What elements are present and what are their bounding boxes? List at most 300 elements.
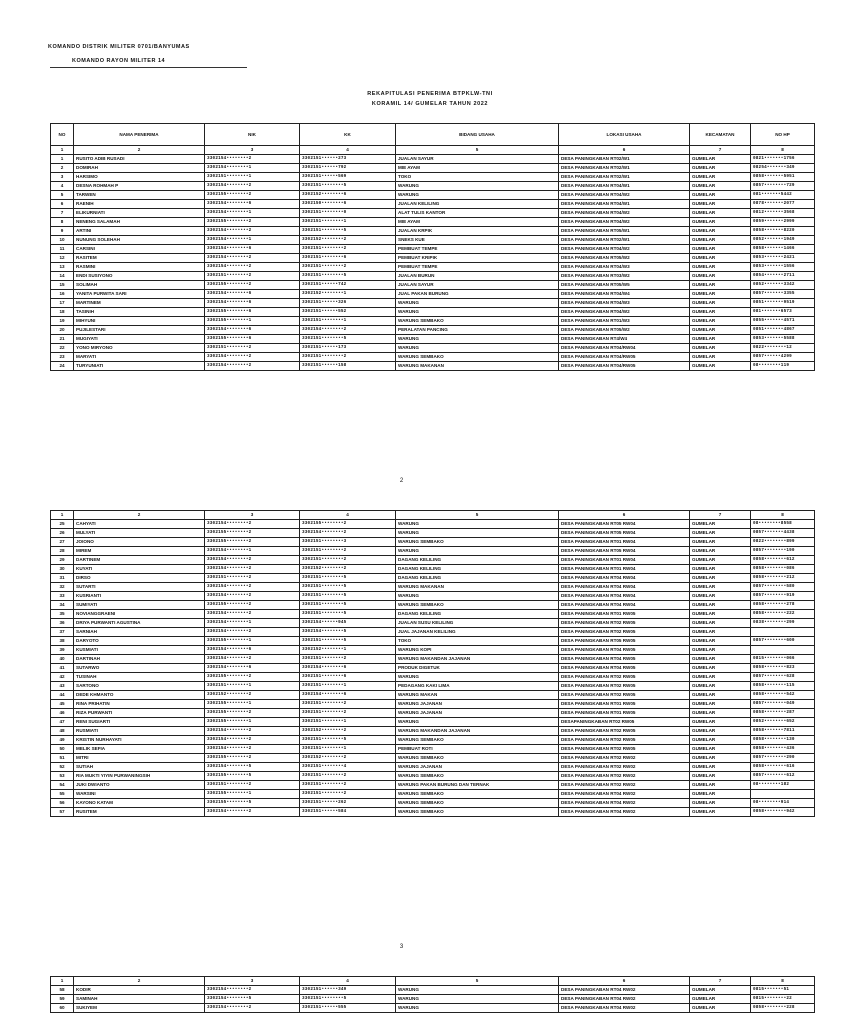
cell-bidang: WARUNG [396,191,559,200]
cell-nama: MIHYUNI [74,317,205,326]
cell-bidang: WARUNG JAJANAN [396,709,559,718]
cell-nohp: 0858•••••••7811 [751,727,815,736]
header-kk: KK [300,124,396,146]
cell-nama: KUYATI [74,565,205,574]
cell-nama: RUSMIATI [74,727,205,736]
cell-kk: 3302151••••••••4 [300,763,396,772]
cell-nohp: 0858••••••••278 [751,601,815,610]
cell-nik: 3302154••••••••2 [205,263,300,272]
cell-nohp [751,646,815,655]
cell-nik: 3302151••••••••1 [205,682,300,691]
cell-bidang: WARUNG [396,529,559,538]
cell-nama: MIREM [74,547,205,556]
cell-kk: 3302151••••••••5 [300,583,396,592]
table-row [51,281,815,290]
cell-nohp: 0857••••••••580 [751,583,815,592]
cell-no: 41 [51,664,74,673]
cell-nama: MUGIYATI [74,335,205,344]
cell-nohp: 08••••••••914 [751,799,815,808]
cell-lokasi: DESA PANINGKABAN RT04/RW04 [559,344,690,353]
table-row [51,754,815,763]
table-row [51,574,815,583]
header-bidang: BIDANG USAHA [396,124,559,146]
cell-lokasi: DESA PANINGKABAN RT01 RW04 [559,538,690,547]
cell-bidang: DAGANG KELILING [396,565,559,574]
cell-no: 37 [51,628,74,637]
cell-kecamatan: GUMELAR [690,182,751,191]
cell-nohp: 0858••••••••130 [751,736,815,745]
cell-no: 3 [51,173,74,182]
table-row [51,520,815,529]
cell-kk: 3302151••••••742 [300,281,396,290]
cell-lokasi: DESA PANINGKABAN RT01 RW05 [559,700,690,709]
cell-kecamatan: GUMELAR [690,218,751,227]
cell-kk: 3302151••••••••5 [300,272,396,281]
cell-nama: MITRI [74,754,205,763]
cell-nama: NOVIANGGRAENI [74,610,205,619]
cell-nohp: 0855•••••••4571 [751,317,815,326]
title-line-1: REKAPITULASI PENERIMA BTPKLW-TNI [367,91,493,97]
cell-kecamatan: GUMELAR [690,529,751,538]
table-row [51,218,815,227]
cell-nama: MARTINEM [74,299,205,308]
cell-nik: 3302155••••••••5 [205,799,300,808]
cell-kk: 3302151••••••••2 [300,772,396,781]
cell-no: 26 [51,529,74,538]
cell-nik: 3302154••••••••6 [205,664,300,673]
cell-kecamatan: GUMELAR [690,772,751,781]
cell-lokasi: DESA PANINGKABAN RT02 RW05 [559,691,690,700]
cell-nik: 3302154••••••••6 [205,245,300,254]
cell-lokasi: DESA PANINGKABAN RT04/RW05 [559,353,690,362]
table-row [51,637,815,646]
column-number: 5 [396,977,559,986]
cell-nama: JUKI DWIANTO [74,781,205,790]
cell-nohp: 0858••••••••115 [751,682,815,691]
cell-bidang: JUALAN SAYUR [396,155,559,164]
cell-no: 1 [51,155,74,164]
table-row [51,529,815,538]
cell-lokasi: DESA PANINGKABAN RT02/W1 [559,164,690,173]
cell-nohp: 0857••••••••612 [751,772,815,781]
cell-lokasi: DESAPANINGKABAN RT02 RW05 [559,718,690,727]
cell-nohp: 0852•••••••3342 [751,281,815,290]
cell-lokasi: DESA PANINGKABAN RT04 RW05 [559,655,690,664]
cell-lokasi: DESA PANINGKABAN RT05 RW04 [559,547,690,556]
cell-kk: 3302151••••••••5 [300,995,396,1004]
cell-kecamatan: GUMELAR [690,682,751,691]
table-row [51,317,815,326]
cell-no: 21 [51,335,74,344]
header-no: NO [51,124,74,146]
cell-nohp: 0822••••••••899 [751,538,815,547]
table-row [51,691,815,700]
cell-bidang: DAGANG KELILING [396,574,559,583]
column-number-row [51,511,815,520]
cell-bidang: PRODUK DIGETUK [396,664,559,673]
cell-kecamatan: GUMELAR [690,263,751,272]
cell-no: 49 [51,736,74,745]
cell-kk: 3302151••••••••5 [300,637,396,646]
cell-nama: SARTONO [74,682,205,691]
cell-no: 24 [51,362,74,371]
header-underline [50,67,247,68]
cell-kk: 3302151••••••••1 [300,718,396,727]
cell-kecamatan: GUMELAR [690,781,751,790]
cell-no: 58 [51,986,74,995]
cell-lokasi: DESA PANINGKABAN RT04/W2 [559,245,690,254]
cell-kk: 3302154••••••••5 [300,628,396,637]
table-row [51,299,815,308]
table-row [51,556,815,565]
cell-bidang: WARUNG JAJANAN [396,763,559,772]
cell-nik: 3302154••••••••6 [205,646,300,655]
cell-kecamatan: GUMELAR [690,718,751,727]
cell-kecamatan: GUMELAR [690,628,751,637]
cell-nama: YANITA PURWITA SARI [74,290,205,299]
cell-nohp: 0851•••••••9519 [751,299,815,308]
table-row [51,763,815,772]
cell-no: 48 [51,727,74,736]
cell-nama: ENDI SUSIYONO [74,272,205,281]
cell-kk: 3302151••••••••2 [300,781,396,790]
cell-nama: DARYOTO [74,637,205,646]
cell-kecamatan: GUMELAR [690,986,751,995]
cell-nik: 3302154••••••••2 [205,353,300,362]
cell-no: 8 [51,218,74,227]
cell-no: 46 [51,709,74,718]
cell-no: 18 [51,308,74,317]
cell-bidang: WARUNG KOPI [396,646,559,655]
cell-bidang: JUALAN KRPIK [396,227,559,236]
cell-lokasi: DESA PANINGKABAN RT05 RW04 [559,520,690,529]
header-lokasi: LOKASI USAHA [559,124,690,146]
cell-nohp: 0857••••••••190 [751,547,815,556]
cell-nohp: 0858•••••••8220 [751,227,815,236]
table-row [51,254,815,263]
cell-nik: 3302155••••••••2 [205,754,300,763]
column-number: 1 [51,511,74,520]
cell-nama: TUSINAH [74,673,205,682]
cell-nohp: 08••••••••8558 [751,520,815,529]
cell-nik: 3302151••••••••2 [205,781,300,790]
cell-kecamatan: GUMELAR [690,362,751,371]
cell-nik: 3302154••••••••2 [205,520,300,529]
cell-lokasi: DESA PANINGKABAN RT03/W2 [559,272,690,281]
cell-lokasi: DESA PANINGKABAN RT05/W1 [559,227,690,236]
header-line-2: KOMANDO RAYON MILITER 14 [72,58,166,64]
table-row [51,808,815,817]
cell-no: 44 [51,691,74,700]
table-row [51,308,815,317]
cell-bidang: WARUNG [396,520,559,529]
cell-no: 50 [51,745,74,754]
table-row [51,290,815,299]
cell-lokasi: DESA PANINGKABAN RT02 RW05 [559,745,690,754]
cell-no: 22 [51,344,74,353]
cell-bidang: WARUNG SEMBAKO [396,790,559,799]
cell-nik: 3302154••••••••2 [205,986,300,995]
cell-no: 15 [51,281,74,290]
table-row [51,272,815,281]
cell-kecamatan: GUMELAR [690,601,751,610]
cell-lokasi: DESA PANINGKABAN RT04 RW05 [559,664,690,673]
cell-kecamatan: GUMELAR [690,317,751,326]
cell-no: 23 [51,353,74,362]
cell-nama: SAMINAH [74,995,205,1004]
cell-nohp: 0857••••••••049 [751,700,815,709]
cell-nama: KODIR [74,986,205,995]
cell-nohp: 0857••••••4299 [751,353,815,362]
header-line-1: KOMANDO DISTRIK MILITER 0701/BANYUMAS [48,44,190,50]
cell-lokasi: DESA PANINGKABAN RT04/W3 [559,263,690,272]
cell-no: 33 [51,592,74,601]
cell-bidang: WARUNG [396,986,559,995]
cell-nik: 3302151••••••••2 [205,574,300,583]
table-row [51,263,815,272]
table-row [51,565,815,574]
column-number: 2 [74,146,205,155]
table-row [51,790,815,799]
cell-kk: 3302150••••••••6 [300,200,396,209]
cell-no: 54 [51,781,74,790]
cell-lokasi: DESA PANINGKABAN RT02 RW05 [559,673,690,682]
cell-nohp: 0815•••••••51 [751,986,815,995]
column-number: 7 [690,977,751,986]
cell-nama: DOMIRAH [74,164,205,173]
cell-kk: 3302151••••••••5 [300,592,396,601]
cell-kecamatan: GUMELAR [690,808,751,817]
cell-nama: RIZA PURWANTI [74,709,205,718]
cell-lokasi: DESA PANINGKABAN RT02/W1 [559,236,690,245]
cell-kk: 3302151••••••••5 [300,227,396,236]
cell-nik: 3302155••••••••1 [205,637,300,646]
column-number: 2 [74,511,205,520]
cell-bidang: DAGANG KELILING [396,556,559,565]
cell-nama: DARTINAH [74,655,205,664]
cell-nik: 3302151••••••••2 [205,344,300,353]
cell-nama: SUMIYATI [74,601,205,610]
cell-nik: 3302154••••••••2 [205,362,300,371]
recipient-table-page-2 [50,510,815,817]
cell-kecamatan: GUMELAR [690,574,751,583]
cell-nik: 3302154••••••••6 [205,290,300,299]
cell-kecamatan: GUMELAR [690,709,751,718]
cell-lokasi: DESA PANINGKABAN RT02/W1 [559,155,690,164]
cell-lokasi: DESA PANINGKABAN RT04 RW02 [559,995,690,1004]
cell-nik: 3302154••••••••1 [205,164,300,173]
cell-no: 19 [51,317,74,326]
cell-kecamatan: GUMELAR [690,736,751,745]
cell-nik: 3302154••••••••2 [205,628,300,637]
recipient-table-page-3 [50,976,815,1013]
cell-nik: 3302155••••••••5 [205,772,300,781]
cell-nik: 3302155••••••••1 [205,718,300,727]
column-number: 3 [205,977,300,986]
cell-nik: 3302155••••••••1 [205,317,300,326]
table-row [51,592,815,601]
cell-nama: RINA PRIHATIN [74,700,205,709]
cell-nama: MULYATI [74,529,205,538]
cell-lokasi: DESA PANINGKABAN RT04 RW02 [559,1004,690,1013]
cell-lokasi: DESA PANINGKABAN RT02/W1 [559,173,690,182]
cell-kk: 3302151••••••173 [300,344,396,353]
cell-nama: DARTINEM [74,556,205,565]
cell-bidang: WARUNG JAJANAN [396,700,559,709]
cell-nohp: 0854•••••••2711 [751,272,815,281]
cell-no: 20 [51,326,74,335]
cell-kecamatan: GUMELAR [690,538,751,547]
cell-kk: 3302154••••••••6 [300,664,396,673]
cell-nohp: 0858••••••••616 [751,763,815,772]
cell-nama: RIA MUKTI YIYIN PURWANINGSIH [74,772,205,781]
cell-kk: 3302152••••••••2 [300,236,396,245]
cell-kk: 3302152••••••••2 [300,754,396,763]
cell-nohp: 0857••••••••729 [751,182,815,191]
cell-nik: 3302155••••••••2 [205,673,300,682]
cell-no: 53 [51,772,74,781]
cell-nama: RUSITEM [74,808,205,817]
cell-no: 10 [51,236,74,245]
column-number: 1 [51,146,74,155]
cell-kk: 3302154••••••••6 [300,691,396,700]
cell-no: 56 [51,799,74,808]
cell-nik: 3302152••••••••2 [205,691,300,700]
cell-nohp: 0858••••••••287 [751,709,815,718]
cell-kecamatan: GUMELAR [690,754,751,763]
cell-nama: TASINIH [74,308,205,317]
cell-no: 2 [51,164,74,173]
table-row [51,182,815,191]
cell-nik: 3302154••••••••2 [205,1004,300,1013]
cell-kk: 3302154••••••••2 [300,529,396,538]
cell-bidang: WARUNG MAKANDAN JAJANAN [396,727,559,736]
cell-bidang: WARUNG SEMBAKO [396,353,559,362]
cell-nohp: 0852•••••••1949 [751,236,815,245]
cell-nama: SUTIAH [74,763,205,772]
cell-bidang: WARUNG PAKAN BURUNG DAN TERNAK [396,781,559,790]
cell-kecamatan: GUMELAR [690,344,751,353]
cell-nohp: 0851•••••••4867 [751,326,815,335]
cell-kk: 3302151••••••••5 [300,182,396,191]
cell-nama: RASMINI [74,263,205,272]
table-row [51,155,815,164]
recipient-table-page-1 [50,123,815,371]
cell-nik: 3302154••••••••6 [205,326,300,335]
column-number: 7 [690,146,751,155]
cell-nik: 3302155••••••••2 [205,218,300,227]
cell-nik: 3302155••••••••2 [205,191,300,200]
table-row [51,745,815,754]
cell-kecamatan: GUMELAR [690,227,751,236]
cell-bidang: WARUNG SEMBAKO [396,538,559,547]
cell-bidang: WARUNG [396,1004,559,1013]
cell-kk: 3302151••••••555 [300,1004,396,1013]
cell-no: 12 [51,254,74,263]
cell-kecamatan: GUMELAR [690,673,751,682]
cell-kk: 3302151••••••158 [300,362,396,371]
table-row [51,995,815,1004]
table-row [51,200,815,209]
cell-lokasi: DESA PANINGKABAN RT04 RW04 [559,601,690,610]
cell-kecamatan: GUMELAR [690,565,751,574]
cell-nama: DIRSO [74,574,205,583]
cell-nohp: 0857•••••••3355 [751,290,815,299]
cell-bidang: TOKO [396,173,559,182]
cell-lokasi: DESA PANINGKABAN RT05/W5 [559,281,690,290]
cell-no: 45 [51,700,74,709]
cell-bidang: WARUNG MAKAN [396,691,559,700]
table-row [51,628,815,637]
cell-kecamatan: GUMELAR [690,646,751,655]
cell-nama: WARSINI [74,790,205,799]
cell-nik: 3302154••••••••2 [205,182,300,191]
column-number: 6 [559,146,690,155]
cell-no: 34 [51,601,74,610]
table-row [51,986,815,995]
table-row [51,718,815,727]
header-nama: NAMA PENERIMA [74,124,205,146]
cell-kk: 3302152••••••••6 [300,191,396,200]
cell-no: 31 [51,574,74,583]
cell-nohp: 08••••••••182 [751,781,815,790]
cell-lokasi: DESA PANINGKABAN RT04/W2 [559,191,690,200]
cell-nohp: 081•••••••6573 [751,308,815,317]
cell-kecamatan: GUMELAR [690,191,751,200]
cell-bidang: PEMBUAT KRIPIK [396,254,559,263]
cell-nohp: 0858••••••••542 [751,691,815,700]
cell-kk: 3302151••••••••6 [300,673,396,682]
cell-nohp: 081•••••••5442 [751,191,815,200]
cell-no: 59 [51,995,74,1004]
cell-nohp: 0857••••••••290 [751,754,815,763]
cell-lokasi: DESA PANINGKABAN RT04 RW04 [559,574,690,583]
cell-nik: 3302154••••••••2 [205,254,300,263]
cell-bidang: ALAT TULIS KANTOR [396,209,559,218]
cell-kecamatan: GUMELAR [690,236,751,245]
cell-no: 13 [51,263,74,272]
cell-kecamatan: GUMELAR [690,763,751,772]
cell-no: 57 [51,808,74,817]
cell-nik: 3302151••••••••1 [205,173,300,182]
cell-bidang: WARUNG [396,547,559,556]
cell-nik: 3302154••••••••2 [205,727,300,736]
cell-no: 14 [51,272,74,281]
title-line-2: KORAMIL 14/ GUMELAR TAHUN 2022 [371,101,489,107]
cell-no: 11 [51,245,74,254]
page-number-2: 2 [399,478,404,484]
cell-bidang: WARUNG SEMBAKO [396,317,559,326]
cell-lokasi: DESA PANINGKABAN RT04/W2 [559,308,690,317]
cell-nohp: 0815••••••••22 [751,995,815,1004]
cell-bidang: WARUNG [396,344,559,353]
cell-nik: 3302154••••••••5 [205,995,300,1004]
cell-no: 43 [51,682,74,691]
cell-kecamatan: GUMELAR [690,583,751,592]
cell-kecamatan: GUMELAR [690,664,751,673]
cell-bidang: PEDAGANG KAKI LIMA [396,682,559,691]
cell-nama: DEDE KHMANTO [74,691,205,700]
cell-nama: RENI SUGIARTI [74,718,205,727]
table-row [51,236,815,245]
cell-kecamatan: GUMELAR [690,326,751,335]
cell-lokasi: DESA PANINGKABAN RT04 RW04 [559,583,690,592]
cell-lokasi: DESA PANINGKABAN RT02 RW05 [559,619,690,628]
cell-kecamatan: GUMELAR [690,173,751,182]
cell-nama: SUKIYEM [74,1004,205,1013]
column-number: 3 [205,511,300,520]
cell-no: 32 [51,583,74,592]
